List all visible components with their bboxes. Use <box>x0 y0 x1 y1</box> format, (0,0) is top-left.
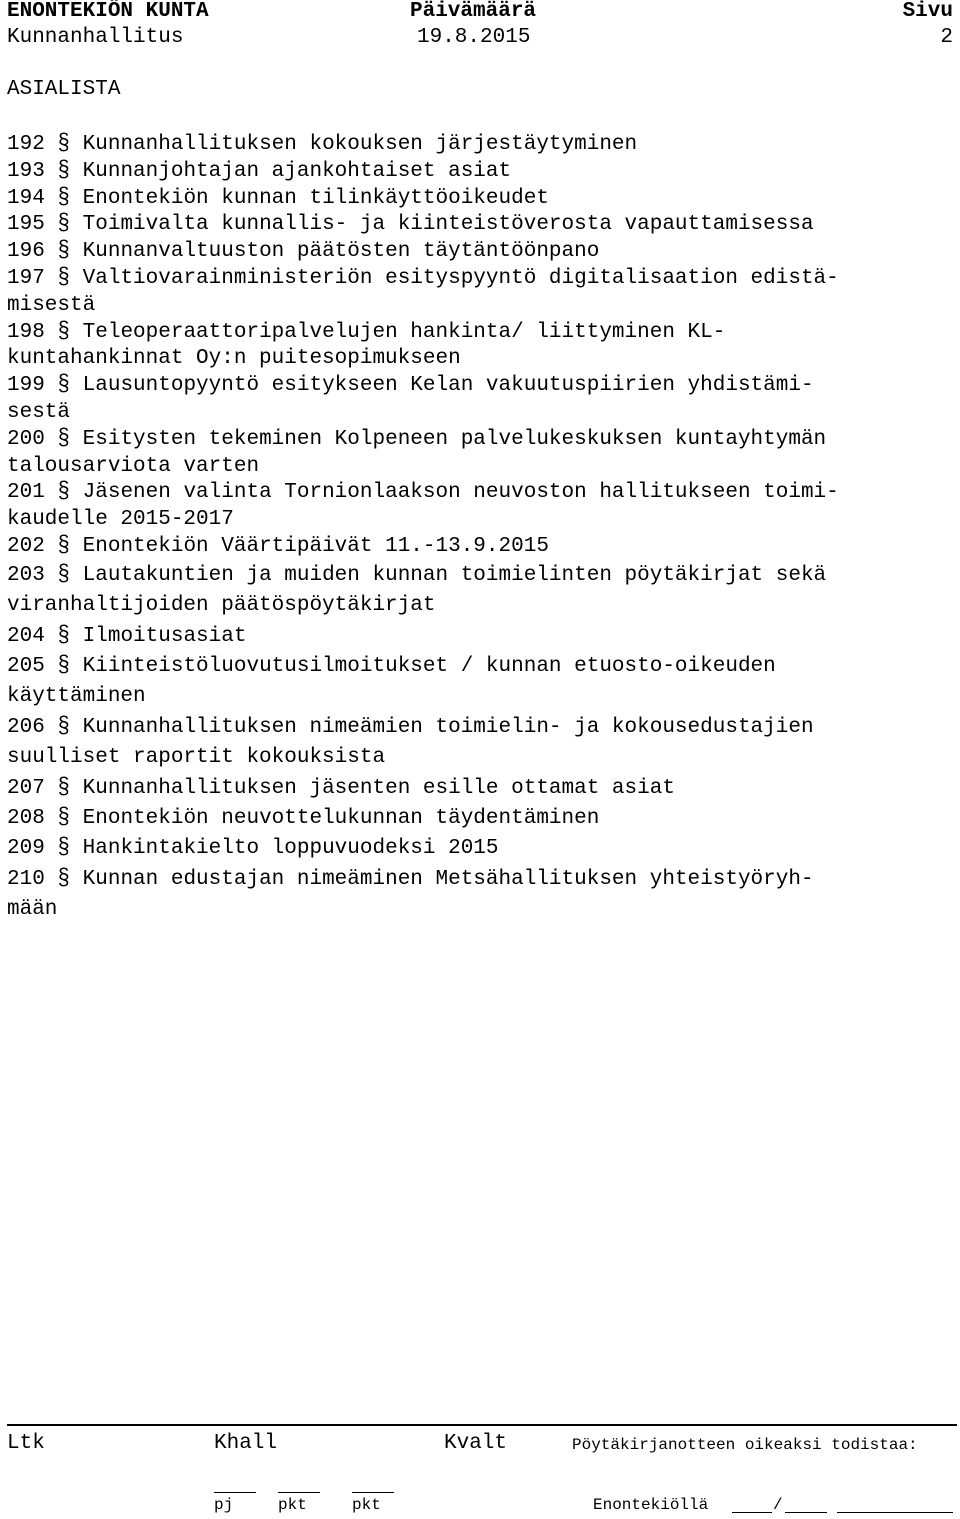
section-sign-icon: § <box>57 653 71 679</box>
agenda-item-number: 207 <box>7 776 45 800</box>
agenda-item-title: Kunnanvaltuuston päätösten täytäntöönpano <box>82 240 600 264</box>
agenda-item-number: 203 <box>7 563 45 587</box>
section-sign-icon: § <box>57 185 71 211</box>
agenda-item-title: Kunnan edustajan nimeäminen Metsähallituksen yhteistyöryh- mään <box>7 867 814 922</box>
agenda-item-number: 194 <box>7 186 45 210</box>
agenda-item-number: 205 <box>7 654 45 678</box>
agenda-item-title: Kunnanhallituksen kokouksen järjestäytyminen <box>82 133 638 156</box>
agenda-item-title: Valtiovarainministeriön esityspyyntö digitalisaation edistä- misestä <box>7 266 839 317</box>
agenda-item-number: 199 <box>7 374 45 398</box>
agenda-item-number: 197 <box>7 266 45 290</box>
page-label: Sivu <box>902 0 953 23</box>
agenda-item-198 <box>7 320 953 374</box>
agenda-item-number: 201 <box>7 481 45 505</box>
agenda-item-206 <box>7 713 953 774</box>
agenda-item-number: 208 <box>7 807 45 830</box>
agenda-item-number: 193 <box>7 159 45 183</box>
agenda-item-197 <box>7 266 953 320</box>
section-sign-icon: § <box>57 806 71 831</box>
pkt-label-2: pkt <box>352 1496 381 1514</box>
section-sign-icon: § <box>57 714 71 740</box>
agenda-list <box>7 132 953 926</box>
kvalt-label: Kvalt <box>444 1432 508 1455</box>
agenda-item-number: 202 <box>7 534 45 558</box>
agenda-item-number: 198 <box>7 320 45 344</box>
section-sign-icon: § <box>57 319 71 345</box>
section-sign-icon: § <box>57 132 71 157</box>
khall-label: Khall <box>214 1432 278 1455</box>
agenda-item-title: Enontekiön neuvottelukunnan täydentäminen <box>82 807 600 830</box>
page-number: 2 <box>940 26 953 49</box>
agenda-item-title: Esitysten tekeminen Kolpeneen palvelukeskuksen kuntayhtymän talousarviota varten <box>7 427 827 478</box>
place-label: Enontekiöllä <box>593 1496 709 1514</box>
pkt-blank-1 <box>278 1492 320 1493</box>
agenda-item-number: 206 <box>7 715 45 739</box>
agenda-title: ASIALISTA <box>7 78 121 101</box>
agenda-item-200 <box>7 427 953 481</box>
agenda-item-title: Lautakuntien ja muiden kunnan toimielinten pöytäkirjat sekä viranhaltijoiden päätöspöytäkirjat <box>7 563 827 618</box>
month-blank <box>785 1512 827 1513</box>
section-sign-icon: § <box>57 373 71 399</box>
section-sign-icon: § <box>57 775 71 801</box>
agenda-item-number: 210 <box>7 867 45 891</box>
agenda-item-title: Jäsenen valinta Tornionlaakson neuvoston hallitukseen toimi- kaudelle 2015-2017 <box>7 481 839 532</box>
agenda-item-199 <box>7 373 953 427</box>
agenda-item-title: Enontekiön Väärtipäivät 11.-13.9.2015 <box>82 534 549 558</box>
pj-label: pj <box>214 1496 234 1514</box>
pj-blank <box>214 1492 256 1493</box>
agenda-item-196 <box>7 239 953 266</box>
agenda-item-205 <box>7 652 953 713</box>
section-sign-icon: § <box>57 265 71 291</box>
signature-blank <box>837 1512 953 1513</box>
certification-footer <box>0 1424 960 1519</box>
day-blank <box>732 1512 772 1513</box>
section-sign-icon: § <box>57 866 71 892</box>
section-sign-icon: § <box>57 158 71 184</box>
section-sign-icon: § <box>57 239 71 265</box>
date-slash: / <box>773 1496 783 1514</box>
agenda-item-201 <box>7 480 953 534</box>
agenda-item-number: 200 <box>7 427 45 451</box>
section-sign-icon: § <box>57 480 71 506</box>
agenda-item-number: 196 <box>7 240 45 264</box>
agenda-item-194 <box>7 186 953 213</box>
section-sign-icon: § <box>57 836 71 862</box>
agenda-item-210 <box>7 865 953 926</box>
ltk-label: Ltk <box>7 1432 45 1455</box>
agenda-item-207 <box>7 774 953 804</box>
agenda-item-number: 204 <box>7 624 45 648</box>
agenda-item-title: Kunnanhallituksen nimeämien toimielin- ja kokousedustajien suulliset raportit kokouksista <box>7 715 814 770</box>
section-sign-icon: § <box>57 426 71 452</box>
section-sign-icon: § <box>57 623 71 649</box>
agenda-item-209 <box>7 834 953 864</box>
agenda-item-title: Lausuntopyyntö esitykseen Kelan vakuutuspiirien yhdistämi- sestä <box>7 374 814 424</box>
agenda-item-202 <box>7 534 953 561</box>
agenda-item-title: Teleoperaattoripalvelujen hankinta/ liittyminen KL- kuntahankinnat Oy:n puitesopimukseen <box>7 320 726 371</box>
header-row-1 <box>7 0 953 26</box>
agenda-item-193 <box>7 159 953 186</box>
agenda-item-204 <box>7 622 953 652</box>
agenda-item-number: 195 <box>7 213 45 237</box>
agenda-item-title: Toimivalta kunnallis- ja kiinteistöverosta vapauttamisessa <box>82 213 814 237</box>
pkt-label-1: pkt <box>278 1496 307 1514</box>
section-sign-icon: § <box>57 212 71 238</box>
date-label: Päivämäärä <box>410 0 537 23</box>
pkt-blank-2 <box>352 1492 394 1493</box>
agenda-item-title: Kunnanhallituksen jäsenten esille ottamat asiat <box>82 776 675 800</box>
meeting-date: 19.8.2015 <box>417 26 531 49</box>
footer-divider <box>7 1424 957 1426</box>
agenda-item-title: Kunnanjohtajan ajankohtaiset asiat <box>82 159 512 183</box>
agenda-item-number: 209 <box>7 837 45 861</box>
header-row-2 <box>7 26 953 52</box>
agenda-item-title: Kiinteistöluovutusilmoitukset / kunnan etuosto-oikeuden käyttäminen <box>7 654 776 709</box>
agenda-item-208 <box>7 804 953 834</box>
agenda-item-number: 192 <box>7 133 45 156</box>
agenda-item-192 <box>7 132 953 159</box>
agenda-item-title: Hankintakielto loppuvuodeksi 2015 <box>82 837 499 861</box>
agenda-item-195 <box>7 212 953 239</box>
body-name: Kunnanhallitus <box>7 26 184 49</box>
section-sign-icon: § <box>57 562 71 588</box>
municipality-name: ENONTEKIÖN KUNTA <box>7 0 209 23</box>
agenda-item-title: Ilmoitusasiat <box>82 624 247 648</box>
certify-label: Pöytäkirjanotteen oikeaksi todistaa: <box>572 1436 918 1454</box>
section-sign-icon: § <box>57 533 71 559</box>
agenda-item-203 <box>7 561 953 622</box>
agenda-item-title: Enontekiön kunnan tilinkäyttöoikeudet <box>82 186 549 210</box>
